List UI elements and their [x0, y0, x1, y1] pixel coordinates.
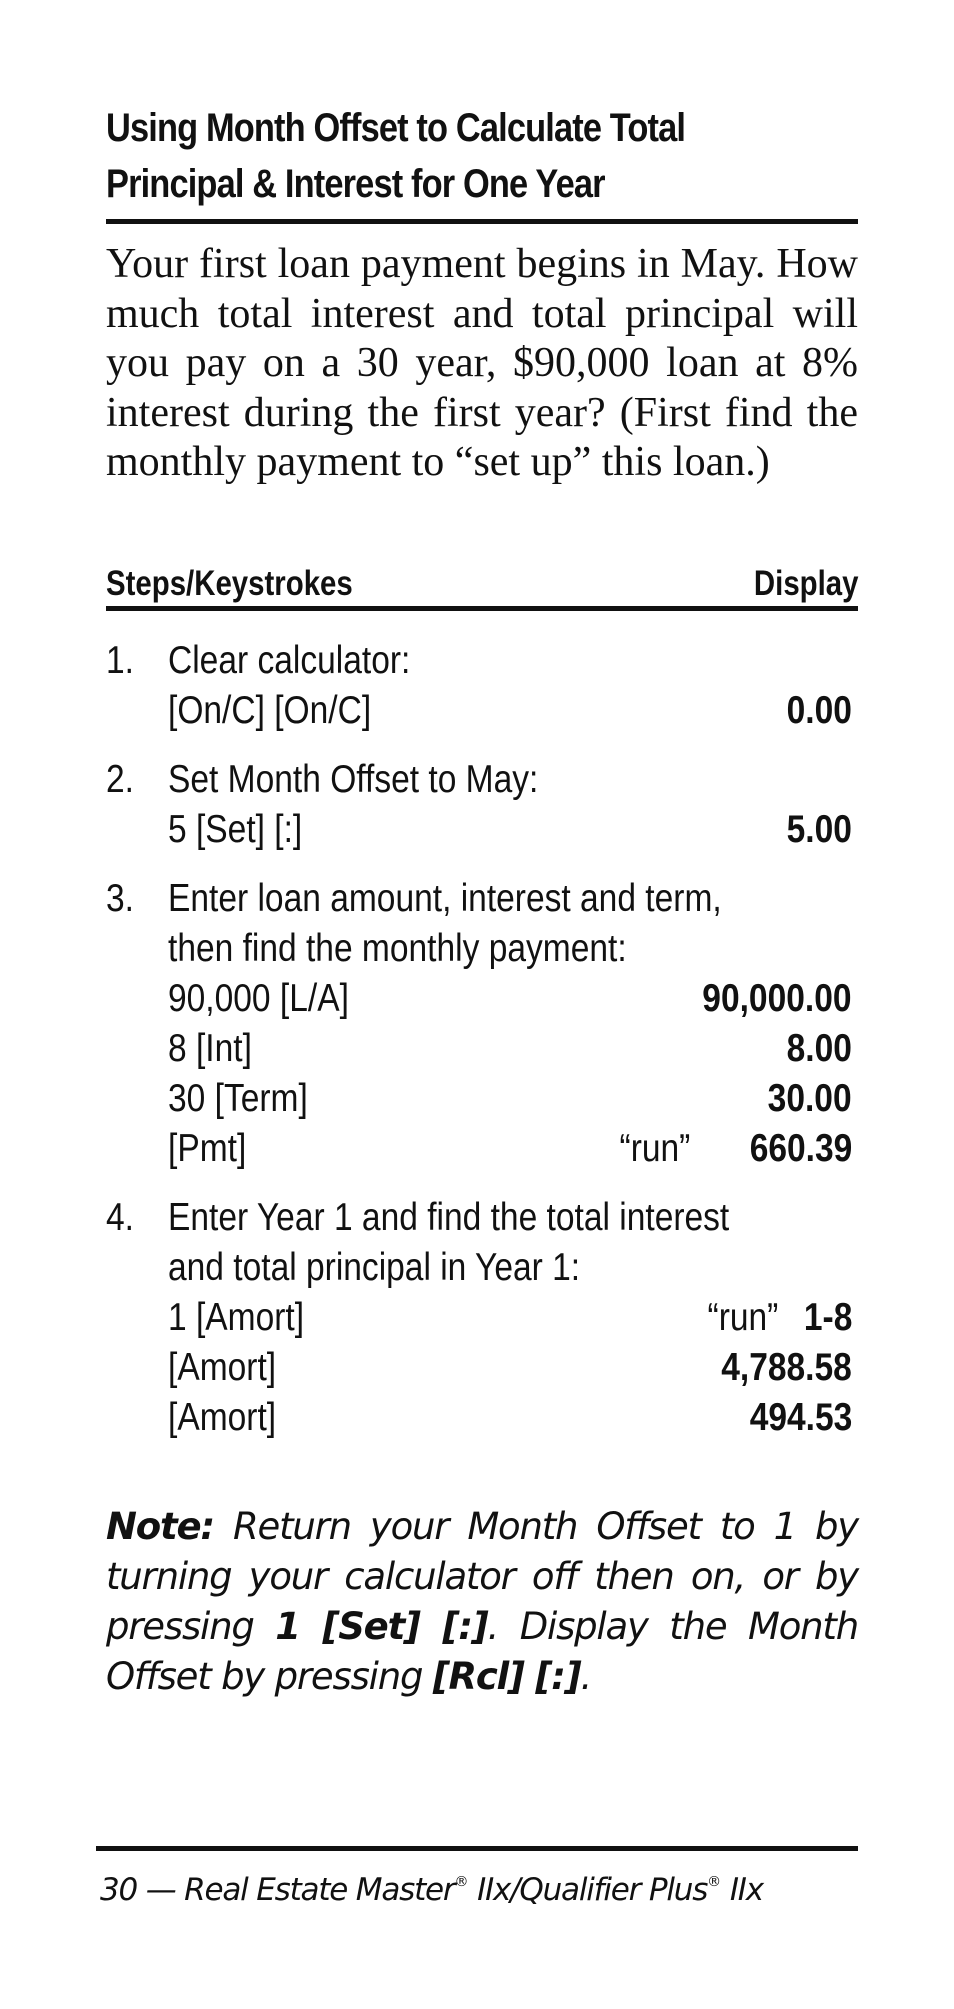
column-header-rule — [106, 606, 858, 611]
note-keys: 1 [Set] [:] — [275, 1605, 488, 1648]
keystroke: [Amort] — [168, 1396, 277, 1439]
keystroke: 30 [Term] — [168, 1077, 308, 1120]
step-3 — [106, 874, 858, 1174]
heading-rule — [106, 219, 858, 224]
keystroke-row — [168, 805, 858, 855]
display-value: 1-8 — [803, 1296, 852, 1339]
section-heading-line-2: Principal & Interest for One Year — [106, 162, 605, 206]
step-1 — [106, 636, 858, 736]
step-description: Enter Year 1 and find the total interest — [168, 1196, 730, 1239]
display-value: 90,000.00 — [702, 977, 852, 1020]
intro-text: Your first loan payment begins in May. How much total interest and total principal will you pay on a 30 year, $90,000 loan at 8% interest during the first year? (First find the monthly payment to “set up” this loan.) — [106, 241, 858, 485]
step-description: Set Month Offset to May: — [168, 758, 539, 801]
note-text: Return your Month Offset to 1 by turning your calculator off then on, or by pressing — [106, 1505, 858, 1648]
step-number: 1. — [106, 639, 134, 682]
registered-mark: ® — [707, 1874, 722, 1890]
display-value: 0.00 — [786, 689, 852, 732]
display-value: 30.00 — [768, 1077, 852, 1120]
column-headers — [106, 562, 858, 606]
keystroke-row — [168, 1074, 858, 1124]
step-description: Enter loan amount, interest and term, — [168, 877, 722, 920]
display-value: 5.00 — [786, 808, 852, 851]
keystroke: [Pmt] — [168, 1127, 247, 1170]
step-number: 3. — [106, 877, 134, 920]
note-keys: [Rcl] [:] — [432, 1655, 581, 1698]
section-heading-line-1: Using Month Offset to Calculate Total — [106, 106, 686, 150]
step-description: Clear calculator: — [168, 639, 411, 682]
product-name: IIx/Qualifier Plus — [468, 1872, 708, 1908]
run-indicator: “run” — [619, 1127, 690, 1170]
display-value: 4,788.58 — [721, 1346, 852, 1389]
display-value: 8.00 — [786, 1027, 852, 1070]
keystroke-row — [168, 1293, 858, 1343]
product-name: Real Estate Master — [184, 1872, 455, 1908]
display-value: 494.53 — [749, 1396, 852, 1439]
footer-rule — [96, 1846, 858, 1851]
page-number: 30 — [100, 1872, 138, 1908]
keystroke: 90,000 [L/A] — [168, 977, 349, 1020]
keystroke-row — [168, 1343, 858, 1393]
column-header-steps: Steps/Keystrokes — [106, 564, 353, 603]
run-indicator: “run” — [707, 1296, 778, 1339]
intro-paragraph — [106, 240, 858, 488]
column-header-display: Display — [753, 564, 858, 603]
keystroke-row — [168, 686, 858, 736]
note-paragraph — [106, 1502, 858, 1702]
step-description-continued: and total principal in Year 1: — [168, 1246, 581, 1289]
keystroke: 8 [Int] — [168, 1027, 252, 1070]
keystroke-row — [168, 1393, 858, 1443]
keystroke-row — [168, 974, 858, 1024]
step-4 — [106, 1193, 858, 1443]
page-footer — [100, 1860, 763, 1912]
display-value: 660.39 — [749, 1127, 852, 1170]
step-number: 2. — [106, 758, 134, 801]
keystroke-row — [168, 1124, 858, 1174]
keystroke-row — [168, 1024, 858, 1074]
footer-dash: — — [137, 1872, 185, 1908]
step-description-continued: then find the monthly payment: — [168, 927, 627, 970]
keystroke: 5 [Set] [:] — [168, 808, 303, 851]
product-version: IIx — [721, 1872, 763, 1908]
keystroke: [Amort] — [168, 1346, 277, 1389]
note-label: Note: — [106, 1505, 214, 1548]
section-heading — [106, 100, 753, 212]
note-text: . Display the Month Offset by pressing — [106, 1605, 858, 1698]
step-2 — [106, 755, 858, 855]
steps-list — [106, 636, 858, 1462]
registered-mark: ® — [454, 1874, 469, 1890]
keystroke: 1 [Amort] — [168, 1296, 305, 1339]
keystroke: [On/C] [On/C] — [168, 689, 372, 732]
note-text: . — [580, 1655, 592, 1698]
step-number: 4. — [106, 1196, 134, 1239]
